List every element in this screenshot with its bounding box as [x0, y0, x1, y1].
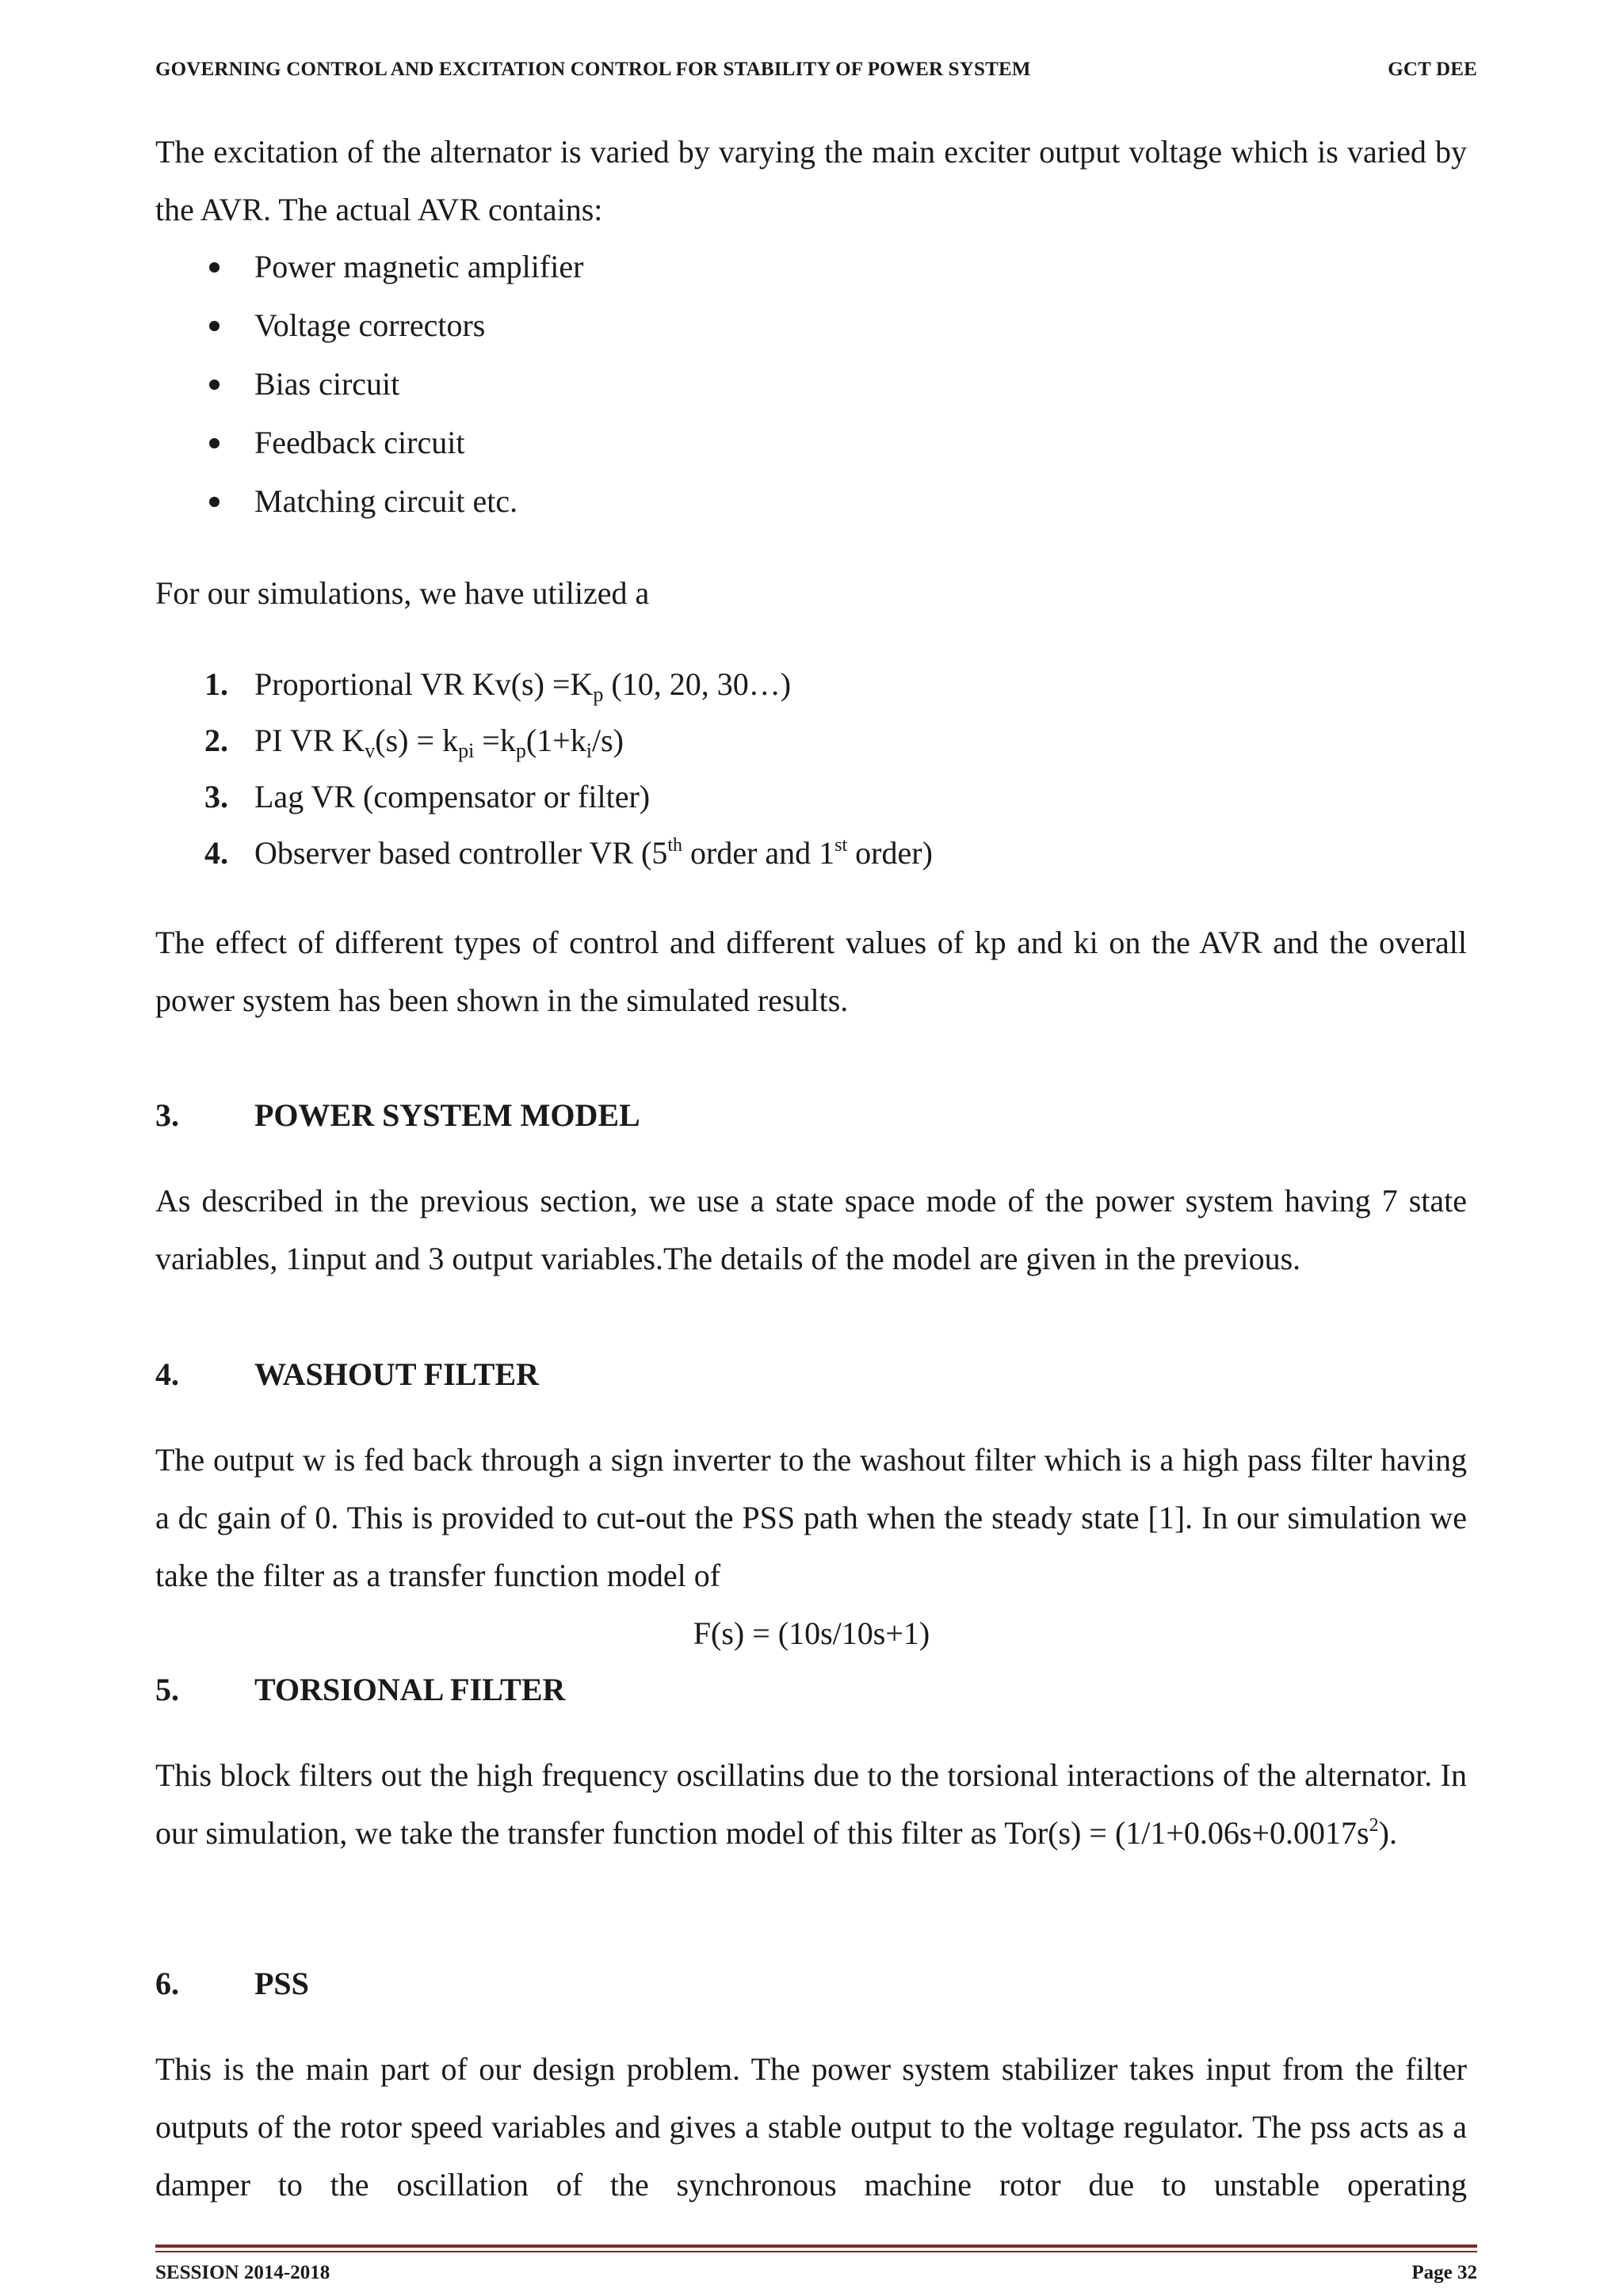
list-item: 3. Lag VR (compensator or filter) [204, 779, 651, 814]
list-item: 2. PI VR $K_v(s) = k_{pi} =k_p(1+k_i/s)$ [204, 723, 624, 762]
list-item: Voltage correctors [155, 296, 583, 355]
page-footer [155, 2262, 1477, 2287]
controller-list [155, 656, 933, 881]
page-header [155, 59, 1477, 87]
list-item: Bias circuit [155, 355, 583, 414]
simulation-intro: For our simulations, we have utilized a [155, 575, 650, 611]
footer-session: SESSION 2014-2018 [155, 2262, 330, 2283]
section-paragraph: As described in the previous section, we use a state space mode of the power system having 7 state variables, 1input and 3 output variables.The details of the model are given in the previous. [155, 1183, 1467, 1276]
header-dept: GCT DEE [1388, 59, 1477, 80]
bullet-icon [209, 497, 220, 507]
intro-paragraph: The excitation of the alternator is varied by varying the main exciter output voltage which is varied by the AVR. The actual AVR contains: [155, 134, 1467, 227]
washout-equation: F(s) = (10s/10s+1) [693, 1615, 930, 1651]
page-number: Page 32 [1411, 2262, 1477, 2283]
list-item: 4. Observer based controller VR (5th order and 1st order) [204, 835, 933, 871]
list-item: Feedback circuit [155, 414, 583, 472]
section-paragraph: This is the main part of our design problem. The power system stabilizer takes input from the filter outputs of the rotor speed variables and gives a stable output to the voltage regulator. The pss acts as a damper to the oscillation of the synchronous machine rotor due to unstable operating [155, 2051, 1467, 2203]
header-title: GOVERNING CONTROL AND EXCITATION CONTROL FOR STABILITY OF POWER SYSTEM [155, 59, 1031, 80]
footer-rule [155, 2245, 1477, 2248]
footer-rule [155, 2251, 1477, 2252]
list-item: Matching circuit etc. [155, 472, 583, 531]
document-page: GOVERNING CONTROL AND EXCITATION CONTROL FOR STABILITY OF POWER SYSTEM GCT DEE The excitation of the alternator is varied by varying the main exciter output voltage which is varied by the AVR. The actual AVR contains: Power magnetic amplifier Voltage correctors Bias circuit Feedback circuit Matching circuit etc. For our simulations, we have utilized a 1. Proportional VR $Kv(s) =K_p$ (10, 20, 30…) 2. PI VR $K_v(s) = k_{pi} =k_p(1+k_i/s)$ 3. Lag VR (compensator or filter) 4. Observer based controller VR (5th order and 1st order) The effect of different types of control and different values of kp and ki on the AVR and the overall power system has been shown in the simulated results. 3. POWER SYSTEM MODEL As described in the previous section, we use a state space mode of the power system having 7 state variables, 1input and 3 output variables.The details of the model are given in the previous. 4. WASHOUT FILTER The output w is fed back through a sign inverter to the washout filter which is a high pass filter having a dc gain of 0. This is provided to cut-out the PSS path when the steady state [1]. In our simulation we take the filter as a transfer function model of F(s) = (10s/10s+1) 5. TORSIONAL FILTER This block filters out the high frequency oscillatins due to the torsional interactions of the alternator. In our simulation, we take the transfer function model of this filter as $Tor(s) = (1/1+0.06s+0.0017s^2)$. 6. PSS This is the main part of our design problem. The power system stabilizer takes input from the filter outputs of the rotor speed variables and gives a stable output to the voltage regulator. The pss acts as a damper to the oscillation of the synchronous machine rotor due to unstable operating SESSION 2014-2018 Page 32 [0, 0, 1623, 2296]
section-paragraph: This block filters out the high frequency oscillatins due to the torsional interactions of the alternator. In our simulation, we take the transfer function model of this filter as $Tor(s) = (1/1+0.06s+0.0017s^2)$. [155, 1757, 1467, 1851]
section-paragraph: The output w is fed back through a sign inverter to the washout filter which is a high pass filter having a dc gain of 0. This is provided to cut-out the PSS path when the steady state [1]. In our simulation we take the filter as a transfer function model of [155, 1442, 1467, 1593]
avr-parts-list [155, 238, 583, 531]
bullet-icon [209, 321, 220, 331]
bullet-icon [209, 438, 220, 448]
effect-paragraph: The effect of different types of control and different values of kp and ki on the AVR and the overall power system has been shown in the simulated results. [155, 925, 1467, 1018]
list-item: Power magnetic amplifier [155, 238, 583, 296]
bullet-icon [209, 379, 220, 390]
list-item: 1. Proportional VR $Kv(s) =K_p$ (10, 20, 30…) [204, 666, 792, 706]
bullet-icon [209, 262, 220, 273]
